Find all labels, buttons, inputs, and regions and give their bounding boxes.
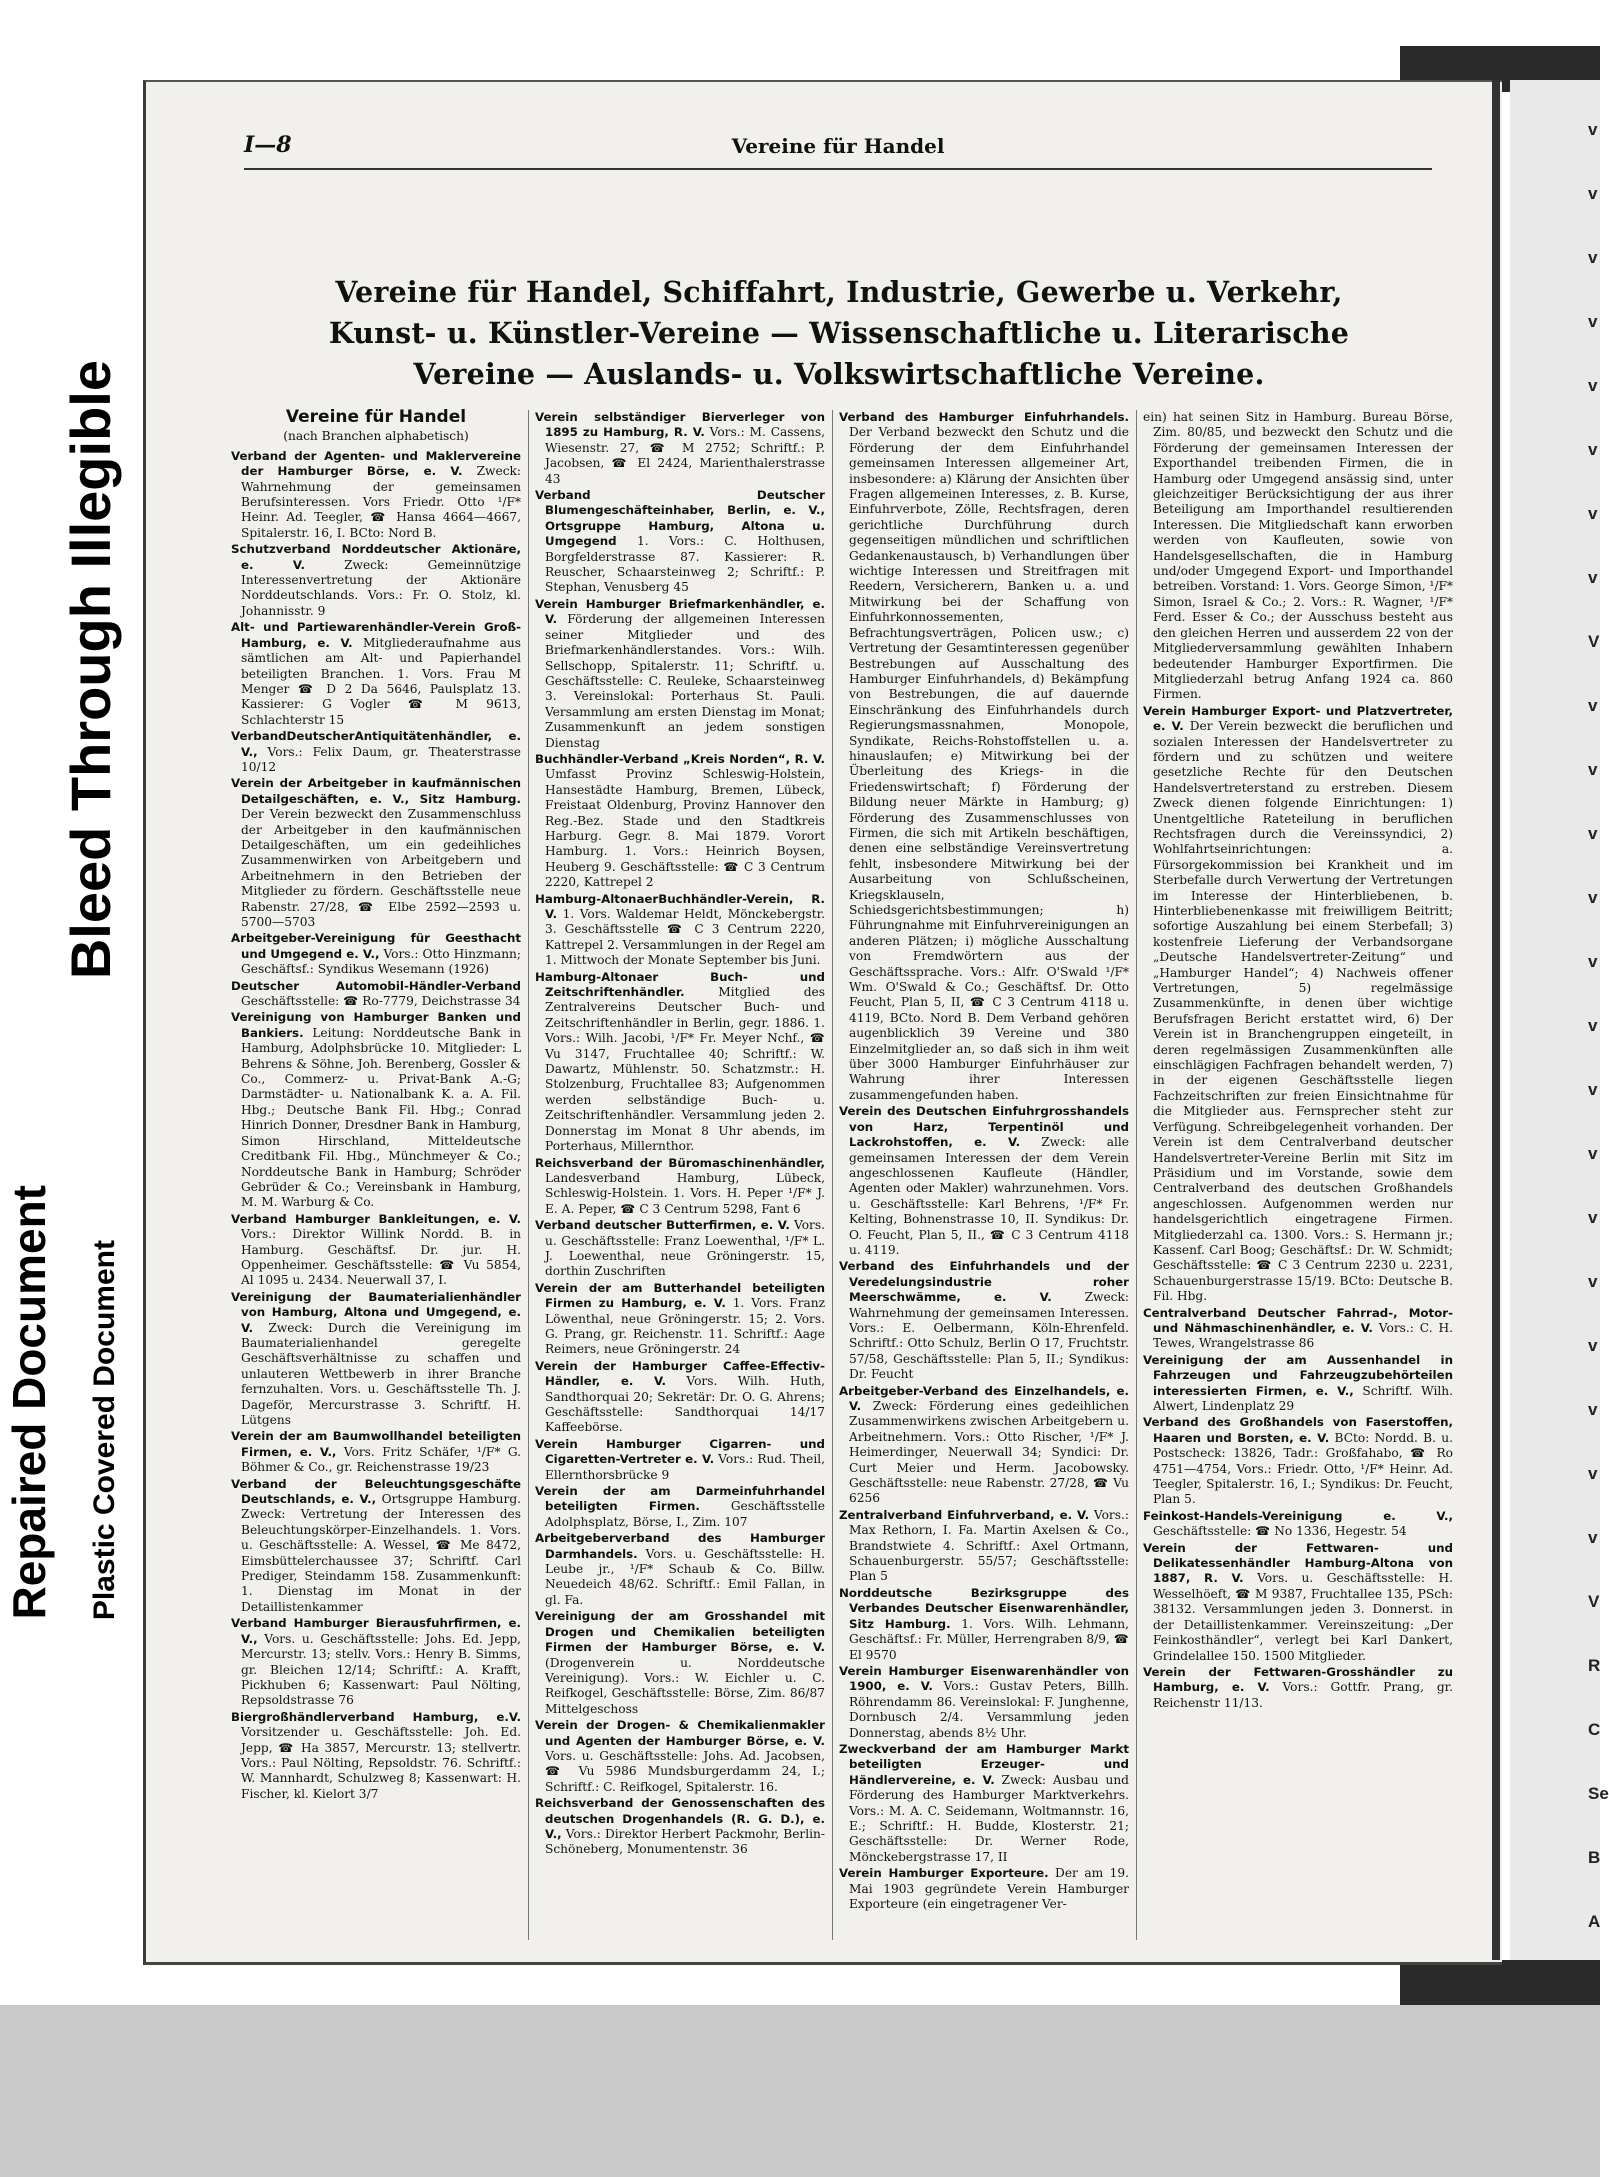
entry-text: Vors.: Direktor Willink Nordd. B. in Hamburg. Geschäftsf. Dr. jur. H. Oppenheimer. Geschäftsstelle: ☎ Vu 5854, Al 1095 u. 2434. Neuerwall 37, I. (241, 1227, 521, 1288)
entry-text: Zweck: alle gemeinsamen Interessen der dem Verein angeschlossenen Kaufleute (Händler, Agenten oder Makler) wahrzunehmen. Vors. u. Geschäftsstelle: Karl Behrens, ¹/F* Fr. Kelting, Bohnenstrasse 10, II. Syndikus: Dr. O. Feucht, Plan 5, II., ☎ C 3 Centrum 4118 u. 4119. (849, 1135, 1130, 1257)
directory-entry (839, 1508, 1129, 1585)
directory-entry (1143, 410, 1453, 703)
entry-text: Vors.: Rud. Theil, Ellernthorsbrücke 9 (545, 1452, 825, 1482)
directory-entry (231, 1212, 521, 1289)
page-number: I—8 (244, 132, 292, 158)
entry-text: Mitglied des Zentralvereins Deutscher Buch- und Zeitschriftenhändler in Berlin, gegr. 1886. 1. Vors.: Wilh. Jacobi, ¹/F* Fr. Meyer Nchf., ☎ Vu 3147, Fruchtallee 40; Schriftf.: W. Dawartz, Mühlenstr. 50. Schatzmstr.: H. Stolzenburg, Fruchtallee 83; Aufgenommen werden selbständige Buch- u. Zeitschriftenhändler. Versammlung jeden 2. Donnerstag im Monat 8 Uhr abends, im Porterhaus, Millernthor. (545, 985, 826, 1154)
directory-entry (231, 620, 521, 728)
entry-name: Vereinigung von Hamburger Banken und Bankiers. (231, 1010, 521, 1040)
column-rule (832, 410, 833, 1940)
directory-entry (231, 449, 521, 541)
entry-name: Verband der Agenten- und Maklervereine der Hamburger Börse, e. V. (231, 448, 521, 479)
directory-entry (535, 1281, 825, 1358)
directory-entry (1143, 704, 1453, 1305)
bleed-letter: v (1588, 248, 1598, 267)
directory-entry (1143, 1306, 1453, 1352)
bleed-letter: v (1588, 312, 1598, 331)
directory-entry (839, 1586, 1129, 1663)
entry-name: Verband deutscher Butterfirmen, e. V. (535, 1218, 790, 1233)
section-heading: Vereine für Handel (285, 407, 467, 427)
bleed-letter: v (1588, 1400, 1598, 1419)
column-rule (1136, 410, 1137, 1940)
entry-name: Reichsverband der Genossenschaften des deutschen Drogenhandels (R. G. D.), e. V., (535, 1796, 825, 1841)
entry-name: Verband des Hamburger Einfuhrhandels. (839, 410, 1129, 424)
bleed-letter: v (1588, 440, 1598, 459)
directory-entry (535, 1156, 825, 1218)
entry-name: Verein der am Butterhandel beteiligten Firmen zu Hamburg, e. V. (535, 1280, 825, 1311)
bleed-letter: v (1588, 1144, 1598, 1163)
entry-name: Vereinigung der am Aussenhandel in Fahrzeugen und Fahrzeugzubehörteilen interessierten Firmen, e. V., (1143, 1352, 1453, 1398)
bleed-letter: C (1588, 1720, 1601, 1739)
entry-text: Förderung der allgemeinen Interessen seiner Mitglieder und des Briefmarkenhändlerstandes. Vors.: Wilh. Sellschopp, Spitalerstr. 11; Schriftf. u. Geschäftsstelle: C. Reuleke, Schaarsteinweg 3. Vereinslokal: Porterhaus St. Pauli. Versammlung am ersten Dienstag im Monat; Zusammenkunft an jedem sonstigen Dienstag (545, 612, 825, 750)
entry-text: Vors.: Felix Daum, gr. Theaterstrasse 10/12 (241, 744, 521, 774)
entry-text: (Drogenverein u. Norddeutsche Vereinigung). Vors.: W. Eichler u. C. Reifkogel, Geschäftsstelle: Börse, Zim. 86/87 Mittelgeschoss (545, 1655, 825, 1716)
plastic-covered-label: Plastic Covered Document (88, 1239, 121, 1620)
entry-name: Verein Hamburger Briefmarkenhändler, e. V. (535, 596, 825, 627)
directory-entry (535, 1531, 825, 1608)
entry-text: Mitgliederaufnahme aus sämtlichen am Alt- und Papierhandel beteiligten Branchen. 1. Vors. Frau M Menger ☎ D 2 Da 5646, Paulsplatz 13. Kassierer: G Vogler ☎ M 9613, Schlachterstr 15 (241, 635, 522, 727)
directory-entry (535, 892, 825, 969)
page-edge (1492, 80, 1500, 1960)
running-title: Vereine für Handel (731, 134, 945, 158)
directory-entry (535, 1484, 825, 1530)
entry-name: Zentralverband Einfuhrverband, e. V. (839, 1507, 1090, 1522)
document-page (143, 80, 1502, 1965)
bleed-letter: v (1588, 952, 1598, 971)
section-subheading: (nach Branchen alphabetisch) (283, 429, 469, 444)
running-header (244, 128, 1432, 170)
column-rule (528, 410, 529, 1940)
entry-text: Der Verein bezweckt die beruflichen und sozialen Interessen der Handelsvertreter zu fördern und zu schützen und weitere gesetzliche Rechte für den Deutschen Handelsvertreterstand zu erstreben. Diesem Zweck dienen folgende Einrichtungen: 1) Unentgeltliche Rateteilung in beruflichen Rechtsfragen durch die Vereinssyndici, 2) Wohlfahrtseinrichtungen: a. Fürsorgekommission bei Krankheit und im Sterbefalle durch Verwertung der Vertretungen im Interesse der Hinterbliebenen, b. Hinterbliebenenkasse mit freiwilligem Beitritt; sofortige Auszahlung bei einem Sterbefall; 3) kostenfreie Lieferung der Verbandsorgane „Deutsche Handelsvertreter-Zeitung“ und „Hamburger Handel“; 4) Nachweis offener Vertretungen, 5) regelmässige Zusammenkünfte, in denen über wichtige Berufsfragen Bericht erstattet wird, 6) Der Verein ist in Branchengruppen eingeteilt, in deren regelmässigen Zusammenkünften alle einschlägigen Fachfragen behandelt werden, 7) in der eigenen Geschäftsstelle liegen Fachzeitschriften zur freien Einsichtnahme für die Mitglieder aus. Fernsprecher steht zur Verfügung. Schreibgelegenheit vorhanden. Der Verein ist dem Centralverband deutscher Handelsvertreter-Vereine Berlin mit Sitz im Präsidium und im Vorstande, sowie dem Centralverband des deutschen Großhandels angeschlossen. Aufgenommen werden nur handelsgerichtlich eingetragene Firmen. Mitgliederzahl ca. 1300. Vors.: S. Hermann jr.; Kassenf. Carl Boog; Geschäftsf.: Dr. W. Schmidt; Geschäftsstelle: ☎ C 3 Centrum 2230 u. 2231, Schauenburgerstrasse 15/19. BCto: Deutsche B. Fil. Hbg. (1153, 719, 1454, 1304)
bleed-letter: v (1588, 1528, 1598, 1547)
entry-name: Verein der Fettwaren-Grosshändler zu Hamburg, e. V. (1143, 1664, 1453, 1695)
directory-entry (535, 970, 825, 1155)
entry-text: Vors.: C. H. Tewes, Wrangelstrasse 86 (1153, 1320, 1454, 1351)
directory-entry (535, 1437, 825, 1483)
entry-text: Leitung: Norddeutsche Bank in Hamburg, Adolphsbrücke 10. Mitglieder: L Behrens & Söhne, Joh. Berenberg, Gossler & Co., Commerz- u. Privat-Bank A.-G; Darmstädter- u. Nationalbank K. a. A. Fil. Hbg.; Deutsche Bank Fil. Hbg.; Conrad Hinrich Donner, Dresdner Bank in Hamburg, Simon Hirschland, Mitteldeutsche Creditbank Fil. Hbg., Münchmeyer & Co.; Norddeutsche Bank in Hamburg; Schröder Gebrüder & Co.; Vereinsbank in Hamburg, M. M. Warburg & Co. (241, 1025, 521, 1210)
directory-entry (1143, 1541, 1453, 1664)
column-2 (535, 410, 825, 1940)
directory-entry (231, 776, 521, 930)
entry-name: Verein Hamburger Cigarren- und Cigaretten-Vertreter e. V. (535, 1436, 825, 1467)
entry-name: Buchhändler-Verband „Kreis Norden“, R. V. (535, 751, 825, 766)
entry-text: Der Verband bezweckt den Schutz und die Förderung der dem Einfuhrhandel gemeinsamen Interessen allgemeiner Art, insbesondere: a) Klärung der Ansichten über Fragen allgemeinen Interesses, z. B. Kurse, Einfuhrverbote, Zölle, Rechtsfragen, deren gerichtliche Durchführung durch gegenseitigen mündlichen und schriftlichen Gedankenaustausch, b) Verhandlungen über wichtige Interessen und Streitfragen mit Reedern, Versicherern, Banken u. a. und Mitwirkung bei der Schaffung von Einfuhrkonnossementen, Befrachtungsverträgen, Policen usw.; c) Vertretung der Gesamtinteressen gegenüber Bestrebungen auf Ausschaltung des Hamburger Einfuhrhandels, d) Bekämpfung von Bestrebungen, die auf dauernde Einschränkung des Einfuhrhandels durch Regierungsmassnahmen, Monopole, Syndikate, Reichs-Rohstoffstellen u. a. hinauslaufen; e) Mitwirkung bei der Überleitung des Kriegs- in die Friedenswirtschaft; f) Förderung der Bildung neuer Märkte in Hamburg; g) Förderung des Zusammenschlusses von Firmen, die sich mit Artikeln beschäftigen, denen eine selbständige Vereinsvertretung fehlt, insbesondere Mitwirkung bei der Ausarbeitung von Schlußscheinen, Kriegsklauseln, Schiedsgerichtsbestimmungen; h) Führungnahme mit Einfuhrvereinigungen an anderen Plätzen; i) mögliche Ausschaltung von Fremdwörtern aus der Geschäftssprache. Vors.: Alfr. O'Swald ¹/F* Wm. O'Swald & Co.; Geschäftsf. Dr. Otto Feucht, Plan 5, II, ☎ C 3 Centrum 4118 u. 4119, BCto. Nord B. Dem Verband gehören augenblicklich 39 Vereine und 380 Einzelmitglieder an, so daß sich in ihm weit über 3000 Hamburger Einfuhrhäuser zur Wahrung ihrer Interessen zusammengefunden haben. (849, 425, 1129, 1102)
entry-name: Biergroßhändlerverband Hamburg, e.V. (231, 1709, 521, 1724)
entry-name: Verband der Beleuchtungsgeschäfte Deutschlands, e. V., (231, 1476, 521, 1507)
bleed-letter: V (1588, 1592, 1600, 1611)
entry-text: Vors.: Otto Hinzmann; Geschäftsf.: Syndikus Wesemann (1926) (241, 946, 521, 977)
entry-text: Vors. u. Geschäftsstelle: H. Wesselhöeft, ☎ M 9387, Fruchtallee 135, PSch: 38132. Versammlungen jeden 3. Donnerst. in der Detaillistenkammer. Vereinszeitung: „Der Feinkosthändler“, verlegt bei Karl Dankert, Grindelallee 150. 1500 Mitglieder. (1153, 1571, 1454, 1663)
entry-text: Vors. Fritz Schäfer, ¹/F* G. Böhmer & Co., gr. Reichenstrasse 19/23 (241, 1444, 521, 1475)
entry-name: Deutscher Automobil-Händler-Verband (231, 978, 521, 993)
entry-text: Vors. u. Geschäftsstelle: Franz Loewenthal, ¹/F* L. J. Loewenthal, neue Gröningerstr. 15, dorthin Zuschriften (545, 1218, 825, 1279)
entry-text: 1. Vors. Waldemar Heldt, Mönckebergstr. 3. Geschäftsstelle ☎ C 3 Centrum 2220, Kattrepel 2. Versammlungen in der Regel am 1. Mittwoch der Monate September bis Juni. (545, 907, 826, 968)
entry-text: Zweck: Wahrnehmung der gemeinsamen Berufsinteressen. Vors Friedr. Otto ¹/F* Heinr. Ad. Teegler, ☎ Hansa 4664—4667, Spitalerstr. 16, I. BCto: Nord B. (241, 464, 522, 540)
bleed-letter: v (1588, 376, 1598, 395)
directory-entry (231, 1710, 521, 1802)
directory-entry (231, 1477, 521, 1616)
bleed-letter: v (1588, 1272, 1598, 1291)
directory-entry (535, 597, 825, 751)
entry-name: Verein der Hamburger Caffee-Effectiv-Händler, e. V. (535, 1358, 825, 1389)
directory-entry (839, 410, 1129, 1103)
entry-text: Der Verein bezweckt den Zusammenschluss der Arbeitgeber in den kaufmännischen Detailgeschäften, um ein gedeihliches Zusammenwirken von Arbeitgebern und Arbeitnehmern in den Betrieben der Mitglieder zu fördern. Geschäftsstelle neue Rabenstr. 27/28, ☎ Elbe 2592—2593 u. 5700—5703 (241, 807, 521, 929)
entry-text: Zweck: Wahrnehmung der gemeinsamen Interessen. Vors.: E. Oelbermann, Köln-Ehrenfeld. Schriftf.: Otto Schulz, Berlin O 17, Fruchtstr. 57/58, Geschäftsstelle: Plan 5, II.; Syndikus: Dr. Feucht (849, 1290, 1129, 1382)
entry-text: Vors.: Gustav Peters, Billh. Röhrendamm 86. Vereinslokal: F. Junghenne, Dornbusch 2/4. Versammlung jeden Donnerstag, abends 8½ Uhr. (849, 1679, 1129, 1740)
scan-bottom-margin (0, 2005, 1600, 2177)
directory-entry (231, 1010, 521, 1210)
entry-text: 1. Vors. Wilh. Lehmann, Geschäftsf.: Fr. Müller, Herrengraben 8/9, ☎ El 9570 (849, 1616, 1129, 1662)
directory-entry (231, 931, 521, 977)
entry-name: Verein der Arbeitgeber in kaufmännischen Detailgeschäften, e. V., Sitz Hamburg. (231, 776, 521, 806)
entry-name: Hamburg-AltonaerBuchhändler-Verein, R. V. (535, 891, 825, 921)
bleed-letter: B (1588, 1848, 1601, 1867)
bleed-letter: v (1588, 760, 1598, 779)
entry-name: Verband Deutscher Blumengeschäfteinhaber, Berlin, e. V., Ortsgruppe Hamburg, Altona u. Umgegend (535, 488, 825, 549)
entry-text: Umfasst Provinz Schleswig-Holstein, Hansestädte Hamburg, Bremen, Lübeck, Freistaat Oldenburg, Provinz Hannover den Reg.-Bez. Stade und den Stadtkreis Harburg. Gegr. 8. Mai 1879. Vorort Hamburg. 1. Vors.: Heinrich Boysen, Heuberg 9. Geschäftsstelle: ☎ C 3 Centrum 2220, Kattrepel 2 (545, 767, 825, 890)
page-title (216, 272, 1462, 395)
entry-text: Vorsitzender u. Geschäftsstelle: Joh. Ed. Jepp, ☎ Ha 3857, Mercurstr. 13; stellvertr. Vors.: Paul Nölting, Repsoldstr. 76. Schriftf.: W. Mannhardt, Schulzweg 8; Kassenwart: H. Fischer, kl. Kielort 3/7 (241, 1725, 521, 1801)
bleed-letter: v (1588, 1016, 1598, 1035)
entry-name: Schutzverband Norddeutscher Aktionäre, e. V. (231, 542, 521, 572)
directory-entry (839, 1259, 1129, 1382)
directory-entry (231, 729, 521, 775)
entry-text: 1. Vors.: C. Holthusen, Borgfelderstrasse 87. Kassierer: R. Reuscher, Schaarsteinweg 2; Schriftf.: P. Stephan, Venusberg 45 (545, 534, 826, 595)
entry-name: Verband Hamburger Bankleitungen, e. V. (231, 1211, 521, 1226)
entry-name: Arbeitgeber-Verband des Einzelhandels, e. V. (839, 1383, 1129, 1413)
directory-entry (231, 979, 521, 1010)
directory-entry (839, 1866, 1129, 1912)
entry-name: Verein der Fettwaren- und Delikatessenhändler Hamburg-Altona von 1887, R. V. (1143, 1540, 1453, 1586)
entry-text: Ortsgruppe Hamburg. Zweck: Vertretung der Interessen des Beleuchtungskörper-Einzelhandels. 1. Vors. u. Geschäftsstelle: A. Wessel, ☎ Me 8472, Eimsbüttelerchaussee 37; Schriftf. Carl Prediger, Steindamm 158. Zusammenkunft: 1. Dienstag im Monat in der Detaillistenkammer (241, 1492, 521, 1614)
entry-text: Zweck: Ausbau und Förderung des Hamburger Marktverkehrs. Vors.: M. A. C. Seidemann, Woltmannstr. 16, E.; Schriftf.: H. Budde, Klosterstr. 21; Geschäftsstelle: Dr. Werner Rode, Mönckebergstrasse 17, II (849, 1772, 1129, 1864)
directory-entry (1143, 1665, 1453, 1711)
directory-entry (839, 1742, 1129, 1865)
directory-entry (1143, 1353, 1453, 1415)
entry-name: Verein des Deutschen Einfuhrgrosshandels von Harz, Terpentinöl und Lackrohstoffen, e. V. (839, 1104, 1129, 1150)
bleed-letter: v (1588, 568, 1598, 587)
bleed-through-label: Bleed Through Illegible (59, 360, 122, 980)
entry-name: Arbeitgeberverband des Hamburger Darmhandels. (535, 1531, 825, 1561)
entry-name: Centralverband Deutscher Fahrrad-, Motor- und Nähmaschinenhändler, e. V. (1143, 1305, 1453, 1335)
repaired-document-label: Repaired Document (3, 1185, 55, 1620)
entry-text: Vors. u. Geschäftsstelle: Johs. Ad. Jacobsen, ☎ Vu 5986 Mundsburgerdamm 24, I.; Schriftf.: C. Reifkogel, Spitalerstr. 16. (545, 1748, 825, 1794)
directory-entry (839, 1104, 1129, 1258)
directory-entry (231, 1616, 521, 1708)
directory-entry (1143, 1415, 1453, 1507)
entry-name: Verein Hamburger Export- und Platzvertreter, e. V. (1143, 703, 1453, 734)
tape-bottom (1400, 1960, 1600, 2006)
directory-entry (535, 1218, 825, 1280)
entry-name: Vereinigung der am Grosshandel mit Drogen und Chemikalien beteiligten Firmen der Hamburger Börse, e. V. (535, 1609, 825, 1655)
entry-name: Verband des Großhandels von Faserstoffen, Haaren und Borsten, e. V. (1143, 1415, 1453, 1445)
column-1 (231, 407, 522, 1940)
entry-text: Vors.: Gottfr. Prang, gr. Reichenstr 11/13. (1153, 1680, 1454, 1710)
entry-name: Zweckverband der am Hamburger Markt beteiligten Erzeuger- und Händlervereine, e. V. (839, 1741, 1129, 1787)
bleed-letter: V (1588, 632, 1600, 651)
bleed-letter: v (1588, 696, 1598, 715)
title-line-3: Vereine — Auslands- u. Volkswirtschaftliche Vereine. (413, 357, 1265, 391)
directory-entry (231, 1429, 521, 1475)
entry-text: 1. Vors. Franz Löwenthal, neue Gröningerstr. 15; 2. Vors. G. Prang, gr. Reichenstr. 11. Schriftf.: Aage Reimers, neue Gröningerstr. 24 (545, 1296, 826, 1357)
directory-entry (839, 1384, 1129, 1507)
entry-name: Vereinigung der Baumaterialienhändler von Hamburg, Altona und Umgegend, e. V. (231, 1289, 521, 1335)
entry-name: Verein selbständiger Bierverleger von 1895 zu Hamburg, R. V. (535, 410, 825, 440)
directory-entry (231, 1290, 521, 1429)
directory-entry (1143, 1509, 1453, 1540)
bleed-letter: A (1588, 1912, 1601, 1931)
entry-text: Landesverband Hamburg, Lübeck, Schleswig-Holstein. 1. Vors. H. Peper ¹/F* J. E. A. Peper, ☎ C 3 Centrum 5298, Fant 6 (545, 1170, 825, 1216)
entry-name: Verein Hamburger Eisenwarenhändler von 1900, e. V. (839, 1663, 1129, 1694)
entry-text: Geschäftsstelle: ☎ No 1336, Hegestr. 54 (1153, 1524, 1407, 1539)
column-4 (1143, 410, 1453, 1940)
bleed-through-strip (1510, 80, 1609, 2000)
directory-entry (535, 1609, 825, 1717)
entry-text: Zweck: Durch die Vereinigung im Baumaterialienhandel geregelte Geschäftsverhältnisse zu schaffen und unlauteren Wettbewerb in ihrer Branche fernzuhalten. Vors. u. Geschäftsstelle Th. J. Dageför, Mercurstrasse 3. Schriftf. H. Lütgens (241, 1320, 522, 1427)
entry-text: Vors. u. Geschäftsstelle: H. Leube jr., ¹/F* Schaub & Co. Billw. Neuedeich 48/62. Schriftf.: Emil Fallan, in gl. Fa. (545, 1546, 826, 1607)
entry-name: Verein der Drogen- & Chemikalienmakler und Agenten der Hamburger Börse, e. V. (535, 1718, 825, 1748)
bleed-letter: v (1588, 504, 1598, 523)
directory-entry (535, 1359, 825, 1436)
directory-entry (535, 1796, 825, 1858)
bleed-letter: v (1588, 1080, 1598, 1099)
bleed-letter: v (1588, 1208, 1598, 1227)
directory-entry (535, 1718, 825, 1795)
entry-text: Der am 19. Mai 1903 gegründete Verein Hamburger Exporteure (ein eingetragener Ver- (849, 1866, 1129, 1911)
entry-name: Hamburg-Altonaer Buch- und Zeitschriftenhändler. (535, 969, 825, 1000)
entry-name: Verein der am Baumwollhandel beteiligten Firmen, e. V., (231, 1429, 521, 1459)
entry-name: Alt- und Partiewarenhändler-Verein Groß-Hamburg, e. V. (231, 620, 521, 650)
title-line-2: Kunst- u. Künstler-Vereine — Wissenschaftliche u. Literarische (328, 316, 1350, 350)
bleed-letter: v (1588, 1336, 1598, 1355)
side-labels (0, 360, 140, 1620)
text-columns (231, 407, 1476, 1940)
bleed-letter: v (1588, 888, 1598, 907)
bleed-letter: v (1588, 120, 1598, 139)
entry-text: ein) hat seinen Sitz in Hamburg. Bureau Börse, Zim. 80/85, und bezweckt den Schutz und die Förderung der gemeinsamen Interessen der Exporthandel treibenden Firmen, die in Hamburg oder Umgegend ansässig sind, unter gleichzeitiger Berücksichtigung der aus ihrer Beteiligung am Importhandel resultierenden Interessen. Die Mitgliedschaft kann erworben werden von Kaufleuten, sowie von Handelsgesellschaften, die in Hamburg und/oder Umgegend Export- und Importhandel betreiben. Vorstand: 1. Vors. George Simon, ¹/F* Simon, Israel & Co.; 2. Vors.: R. Wagner, ¹/F* Ferd. Esser & Co.; der Ausschuss besteht aus den gleichen Herren und ausserdem 22 von der Mitgliederversammlung gewählten Inhabern bedeutender Hamburger Exportfirmen. Die Mitgliederzahl betrug Anfang 1924 ca. 860 Firmen. (1143, 410, 1453, 702)
entry-text: Vors.: M. Cassens, Wiesenstr. 27, ☎ M 2752; Schriftf.: P. Jacobsen, ☎ El 2424, Marienthalerstrasse 43 (545, 425, 825, 486)
entry-text: Zweck: Förderung eines gedeihlichen Zusammenwirkens zwischen Arbeitgebern u. Arbeitnehmern. Vors.: Otto Rischer, ¹/F* J. Heimerdinger, Neuerwall 34; Syndici: Dr. Curt Meier und Herm. Jacobowsky. Geschäftsstelle: neue Rabenstr. 27/28, ☎ Vu 6256 (849, 1399, 1129, 1506)
entry-name: Verband Hamburger Bierausfuhrfirmen, e. V., (231, 1616, 521, 1646)
entry-name: VerbandDeutscherAntiquitätenhändler, e. V., (231, 729, 521, 759)
title-line-1: Vereine für Handel, Schiffahrt, Industrie, Gewerbe u. Verkehr, (335, 275, 1343, 309)
entry-text: BCto: Nordd. B. u. Postscheck: 13826, Tadr.: Großfahabo, ☎ Ro 4751—4754, Vors.: Friedr. Otto, ¹/F* Heinr. Ad. Teegler, Spitalerstr. 16, I.; Syndikus: Dr. Feucht, Plan 5. (1153, 1430, 1453, 1507)
entry-text: Geschäftsstelle Adolphsplatz, Börse, I., Zim. 107 (545, 1499, 825, 1529)
directory-entry (535, 410, 825, 487)
bleed-letter: Se (1588, 1784, 1609, 1803)
directory-entry (535, 752, 825, 891)
entry-text: Vors.: Max Rethorn, I. Fa. Martin Axelsen & Co., Brandstwiete 4. Schriftf.: Axel Ortmann, Schauenburgerstr. 55/57; Geschäftsstelle: Plan 5 (849, 1507, 1129, 1584)
bleed-letter: v (1588, 184, 1598, 203)
entry-name: Reichsverband der Büromaschinenhändler, (535, 1155, 825, 1170)
entry-text: Zweck: Gemeinnützige Interessenvertretung der Aktionäre Norddeutschlands. Vors.: Fr. O. Stolz, kl. Johannisstr. 9 (241, 557, 522, 618)
column-3 (839, 410, 1129, 1940)
entry-text: Geschäftsstelle: ☎ Ro-7779, Deichstrasse 34 (241, 994, 521, 1009)
entry-text: Vors. Wilh. Huth, Sandthorquai 20; Sekretär: Dr. O. G. Ahrens; Geschäftsstelle: Sandthorquai 14/17 Kaffeebörse. (545, 1374, 825, 1435)
bleed-letter: v (1588, 824, 1598, 843)
directory-entry (839, 1664, 1129, 1741)
entry-name: Feinkost-Handels-Vereinigung e. V., (1143, 1508, 1453, 1523)
directory-entry (231, 542, 521, 619)
entry-name: Arbeitgeber-Vereinigung für Geesthacht und Umgegend e. V., (231, 931, 521, 961)
bleed-letter: R (1588, 1656, 1601, 1675)
directory-entry (535, 488, 825, 596)
entry-text: Schriftf. Wilh. Alwert, Lindenplatz 29 (1153, 1383, 1453, 1413)
entry-name: Verband des Einfuhrhandels und der Veredelungsindustrie roher Meerschwämme, e. V. (839, 1259, 1129, 1305)
entry-text: Vors. u. Geschäftsstelle: Johs. Ed. Jepp, Mercurstr. 13; stellv. Vors.: Henry B. Simms, gr. Bleichen 12/14; Schriftf.: A. Krafft, Pickhuben 6; Kassenwart: Paul Nölting, Repsoldstrasse 76 (241, 1631, 522, 1708)
entry-text: Vors.: Direktor Herbert Packmohr, Berlin-Schöneberg, Monumentenstr. 36 (545, 1826, 826, 1857)
entry-name: Verein Hamburger Exporteure. (839, 1866, 1049, 1881)
bleed-letter: v (1588, 1464, 1598, 1483)
entry-name: Verein der am Darmeinfuhrhandel beteiligten Firmen. (535, 1484, 825, 1514)
entry-name: Norddeutsche Bezirksgruppe des Verbandes Deutscher Eisenwarenhändler, Sitz Hamburg. (839, 1585, 1129, 1631)
